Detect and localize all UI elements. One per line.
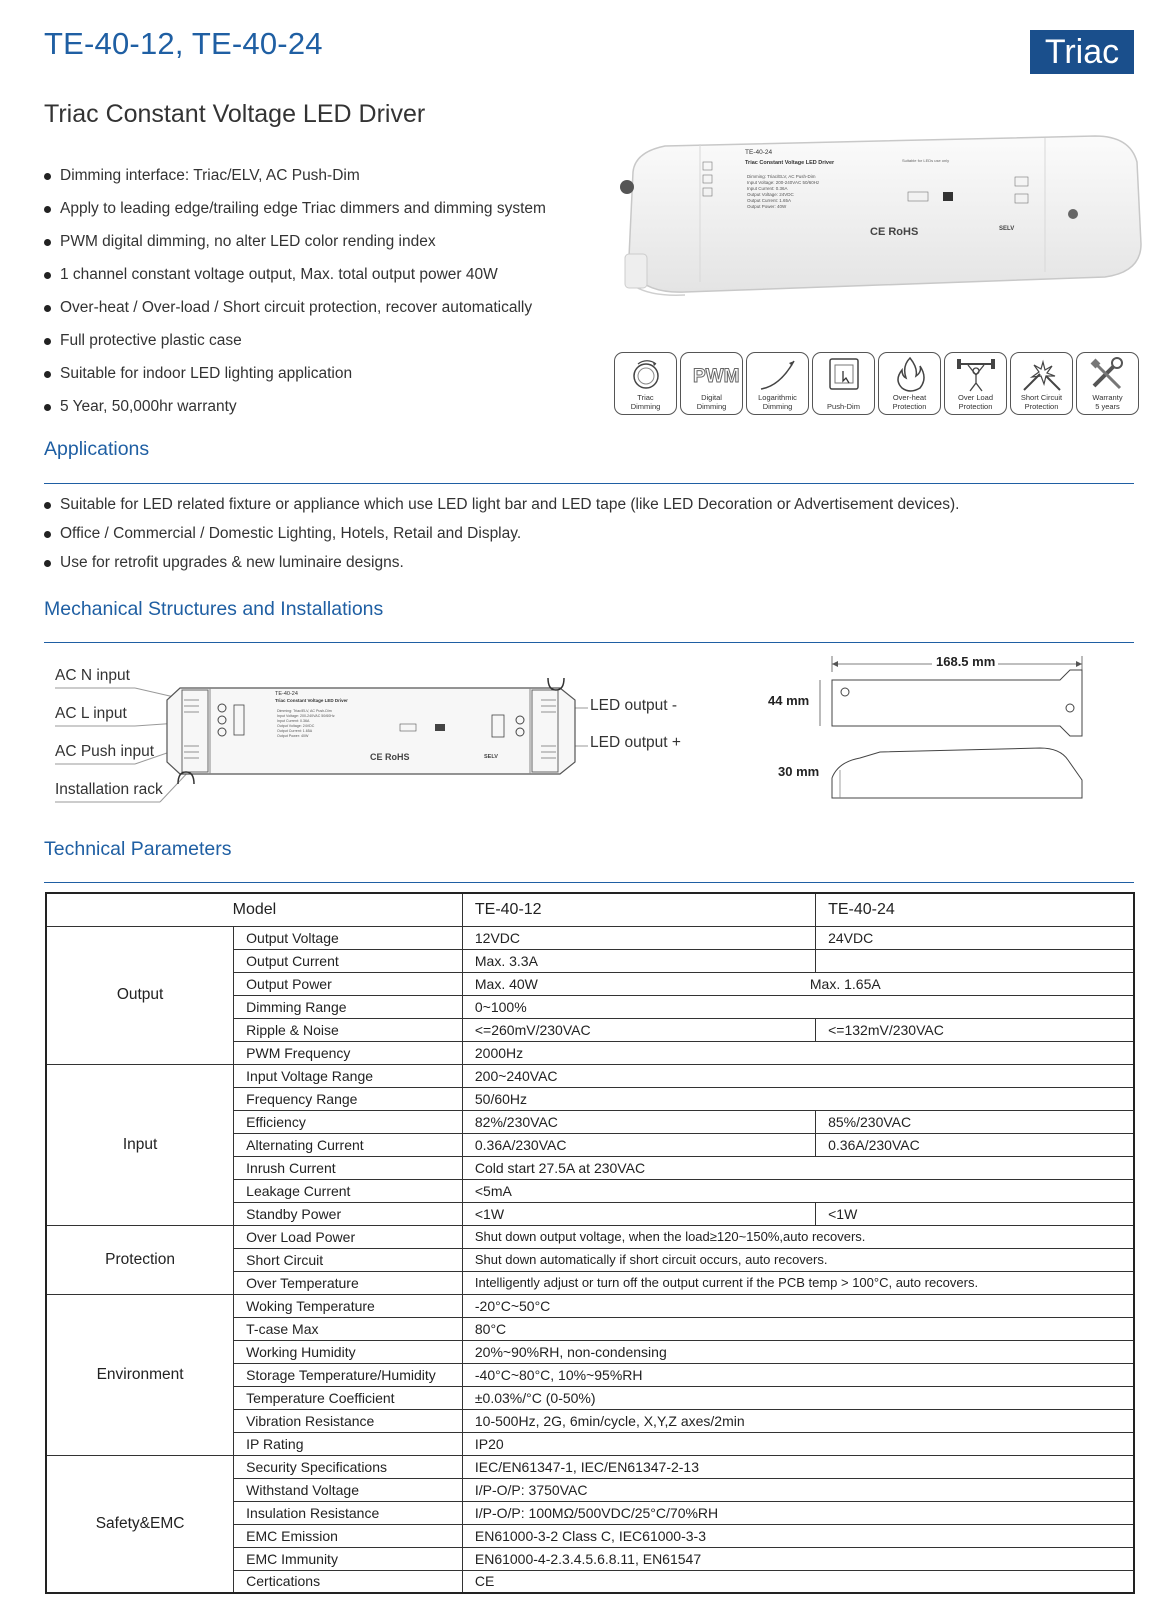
section-divider [44,483,1134,484]
mech-label-line: Output Voltage: 24VDC [277,724,315,728]
list-item: Office / Commercial / Domestic Lighting, Hotels, Retail and Display. [44,524,959,553]
triac-badge: Triac [1030,30,1134,74]
led-plus-label: LED output + [590,734,681,751]
mech-ce-mark: CE RoHS [370,752,410,762]
param-name: Withstand Voltage [234,1478,463,1501]
param-name: Alternating Current [234,1133,463,1156]
param-name: Insulation Resistance [234,1501,463,1524]
feature-list [44,165,546,429]
ce-rohs-mark: CE RoHS [870,226,919,238]
table-row [46,1294,1134,1317]
label-note: Suitable for LEDs use only [902,158,950,163]
value-b: <1W [816,1202,1134,1225]
group-label: Input [46,1064,234,1225]
label-line: Output Voltage: 24VDC [747,192,794,197]
mech-label-model: TE-40-24 [275,691,298,697]
param-name: Output Voltage [234,926,463,949]
label-line: Output Power: 40W [747,204,787,209]
table-row [46,1064,1134,1087]
value-merged [462,972,1134,995]
param-name: Output Current [234,949,463,972]
value-a: -20°C~50°C [462,1294,1134,1317]
param-name: Frequency Range [234,1087,463,1110]
param-name: Working Humidity [234,1340,463,1363]
table-row [46,1455,1134,1478]
mech-label-line: Dimming: Triac/ELV, AC Push-Dim [277,709,332,713]
value-a: I/P-O/P: 100MΩ/500VDC/25°C/70%RH [462,1501,1134,1524]
value-a: EN61000-4-2.3.4.5.6.8.11, EN61547 [462,1547,1134,1570]
value-a: EN61000-3-2 Class C, IEC61000-3-3 [462,1524,1134,1547]
mech-label-line: Output Power: 40W [277,734,309,738]
group-label: Safety&EMC [46,1455,234,1593]
mechanical-diagram [0,650,1170,820]
group-label: Environment [46,1294,234,1455]
width-dimension: 44 mm [768,693,810,708]
param-name: Inrush Current [234,1156,463,1179]
column-header: TE-40-12 [462,893,815,926]
mech-label-line: Input Current: 0.36A [277,719,310,723]
param-name: Ripple & Noise [234,1018,463,1041]
value-a: CE [462,1570,1134,1593]
param-name: Over Load Power [234,1225,463,1248]
value-a: 82%/230VAC [462,1110,815,1133]
applications-heading: Applications [44,438,150,460]
value-a: <5mA [462,1179,1134,1202]
icon-label: Short Circuit Protection [1020,393,1063,411]
mech-label-line: Output Current: 1.65A [277,729,313,733]
list-item: Full protective plastic case [44,330,546,363]
selv-mark: SELV [999,226,1015,232]
value-a: 12VDC [462,926,815,949]
list-item: Suitable for LED related fixture or appliance which use LED light bar and LED tape (like LED Decoration or Advertisement devices). [44,495,959,524]
list-item: Dimming interface: Triac/ELV, AC Push-Dim [44,165,546,198]
product-subtitle: Triac Constant Voltage LED Driver [44,100,426,128]
value-a: 10-500Hz, 2G, 6min/cycle, X,Y,Z axes/2min [462,1409,1134,1432]
value-a: Intelligently adjust or turn off the output current if the PCB temp > 100°C, auto recovers. [462,1271,1134,1294]
section-divider [44,642,1134,643]
value-b: 0.36A/230VAC [816,1133,1134,1156]
value-a: 2000Hz [462,1041,1134,1064]
short-circuit-icon [1010,352,1073,415]
height-dimension: 30 mm [778,764,820,779]
label-name: Triac Constant Voltage LED Driver [745,160,835,166]
value-a: 20%~90%RH, non-condensing [462,1340,1134,1363]
value-a: 80°C [462,1317,1134,1340]
value-a: Max. 3.3A [462,949,815,972]
column-header: TE-40-24 [816,893,1134,926]
page-title: TE-40-12, TE-40-24 [44,26,323,61]
list-item: Suitable for indoor LED lighting application [44,363,546,396]
flame-icon [878,352,941,415]
value-a: -40°C~80°C, 10%~95%RH [462,1363,1134,1386]
list-item: Over-heat / Over-load / Short circuit protection, recover automatically [44,297,546,330]
value-b [816,949,1134,972]
spec-table [45,892,1135,1594]
param-name: EMC Immunity [234,1547,463,1570]
ac-n-label: AC N input [55,667,130,684]
param-name: EMC Emission [234,1524,463,1547]
value-b: <=132mV/230VAC [816,1018,1134,1041]
value-a: Max. 40W [474,975,538,992]
param-name: Certications [234,1570,463,1593]
ac-push-label: AC Push input [55,743,155,760]
param-name: Over Temperature [234,1271,463,1294]
icon-label: Logarithmic Dimming [758,393,797,411]
value-a: IP20 [462,1432,1134,1455]
triac-dimming-icon [614,352,677,415]
overload-icon [944,352,1007,415]
technical-heading: Technical Parameters [44,838,232,860]
param-name: IP Rating [234,1432,463,1455]
value-a: Shut down output voltage, when the load≥120~150%,auto recovers. [462,1225,1134,1248]
icon-label: Over-heat Protection [892,393,927,411]
value-a: Cold start 27.5A at 230VAC [462,1156,1134,1179]
value-a: 200~240VAC [462,1064,1134,1087]
column-header: Model [46,893,462,926]
icon-label: Triac Dimming [630,393,661,411]
param-name: Security Specifications [234,1455,463,1478]
product-photo [625,132,1145,302]
mechanical-drawing [0,650,1170,820]
param-name: Standby Power [234,1202,463,1225]
table-row [46,926,1134,949]
label-line: Dimming: Triac/ELV, AC Push-Dim [747,174,816,179]
icon-label: Over Load Protection [957,393,994,411]
list-item: Use for retrofit upgrades & new luminaire designs. [44,553,959,582]
label-model: TE-40-24 [745,149,773,156]
param-name: T-case Max [234,1317,463,1340]
value-b: Max. 1.65A [809,975,881,992]
value-a: I/P-O/P: 3750VAC [462,1478,1134,1501]
param-name: Input Voltage Range [234,1064,463,1087]
param-name: Output Power [234,972,463,995]
ac-l-label: AC L input [55,705,127,722]
param-name: Dimming Range [234,995,463,1018]
value-a: <1W [462,1202,815,1225]
icon-label: Warranty 5 years [1092,393,1123,411]
value-a: 0.36A/230VAC [462,1133,815,1156]
group-label: Protection [46,1225,234,1294]
logarithmic-curve-icon [746,352,809,415]
param-name: Vibration Resistance [234,1409,463,1432]
value-a: <=260mV/230VAC [462,1018,815,1041]
led-minus-label: LED output - [590,697,678,714]
icon-label: Push-Dim [827,401,860,411]
list-item: 1 channel constant voltage output, Max. total output power 40W [44,264,546,297]
param-name: Temperature Coefficient [234,1386,463,1409]
list-item: 5 Year, 50,000hr warranty [44,396,546,429]
section-divider [44,882,1134,883]
table-header-row [46,893,1134,926]
group-label: Output [46,926,234,1064]
feature-icon-row [614,352,1139,415]
table-row [46,1225,1134,1248]
param-name: Efficiency [234,1110,463,1133]
svg-text:PWM: PWM [693,366,740,387]
push-dim-icon [812,352,875,415]
param-name: PWM Frequency [234,1041,463,1064]
param-name: Leakage Current [234,1179,463,1202]
list-item: PWM digital dimming, no alter LED color rending index [44,231,546,264]
pwm-icon [680,352,743,415]
installation-rack-label: Installation rack [55,781,163,798]
param-name: Storage Temperature/Humidity [234,1363,463,1386]
applications-list [44,495,959,582]
param-name: Short Circuit [234,1248,463,1271]
value-b: 85%/230VAC [816,1110,1134,1133]
mech-label-line: Input Voltage: 200-240VAC 50/60Hz [277,714,335,718]
warranty-tools-icon [1076,352,1139,415]
label-line: Input Voltage: 200-240VAC 50/60Hz [747,180,820,185]
label-line: Output Current: 1.65A [747,198,792,203]
list-item: Apply to leading edge/trailing edge Triac dimmers and dimming system [44,198,546,231]
value-a: 0~100% [462,995,1134,1018]
icon-label: Digital Dimming [696,393,727,411]
param-name: Woking Temperature [234,1294,463,1317]
value-a: ±0.03%/°C (0-50%) [462,1386,1134,1409]
value-a: Shut down automatically if short circuit occurs, auto recovers. [462,1248,1134,1271]
value-b: 24VDC [816,926,1134,949]
mechanical-heading: Mechanical Structures and Installations [44,598,384,620]
label-line: Input Current: 0.36A [747,186,788,191]
value-a: 50/60Hz [462,1087,1134,1110]
value-a: IEC/EN61347-1, IEC/EN61347-2-13 [462,1455,1134,1478]
length-dimension: 168.5 mm [936,654,996,669]
mech-selv-mark: SELV [484,754,498,760]
mech-label-name: Triac Constant Voltage LED Driver [275,698,348,703]
